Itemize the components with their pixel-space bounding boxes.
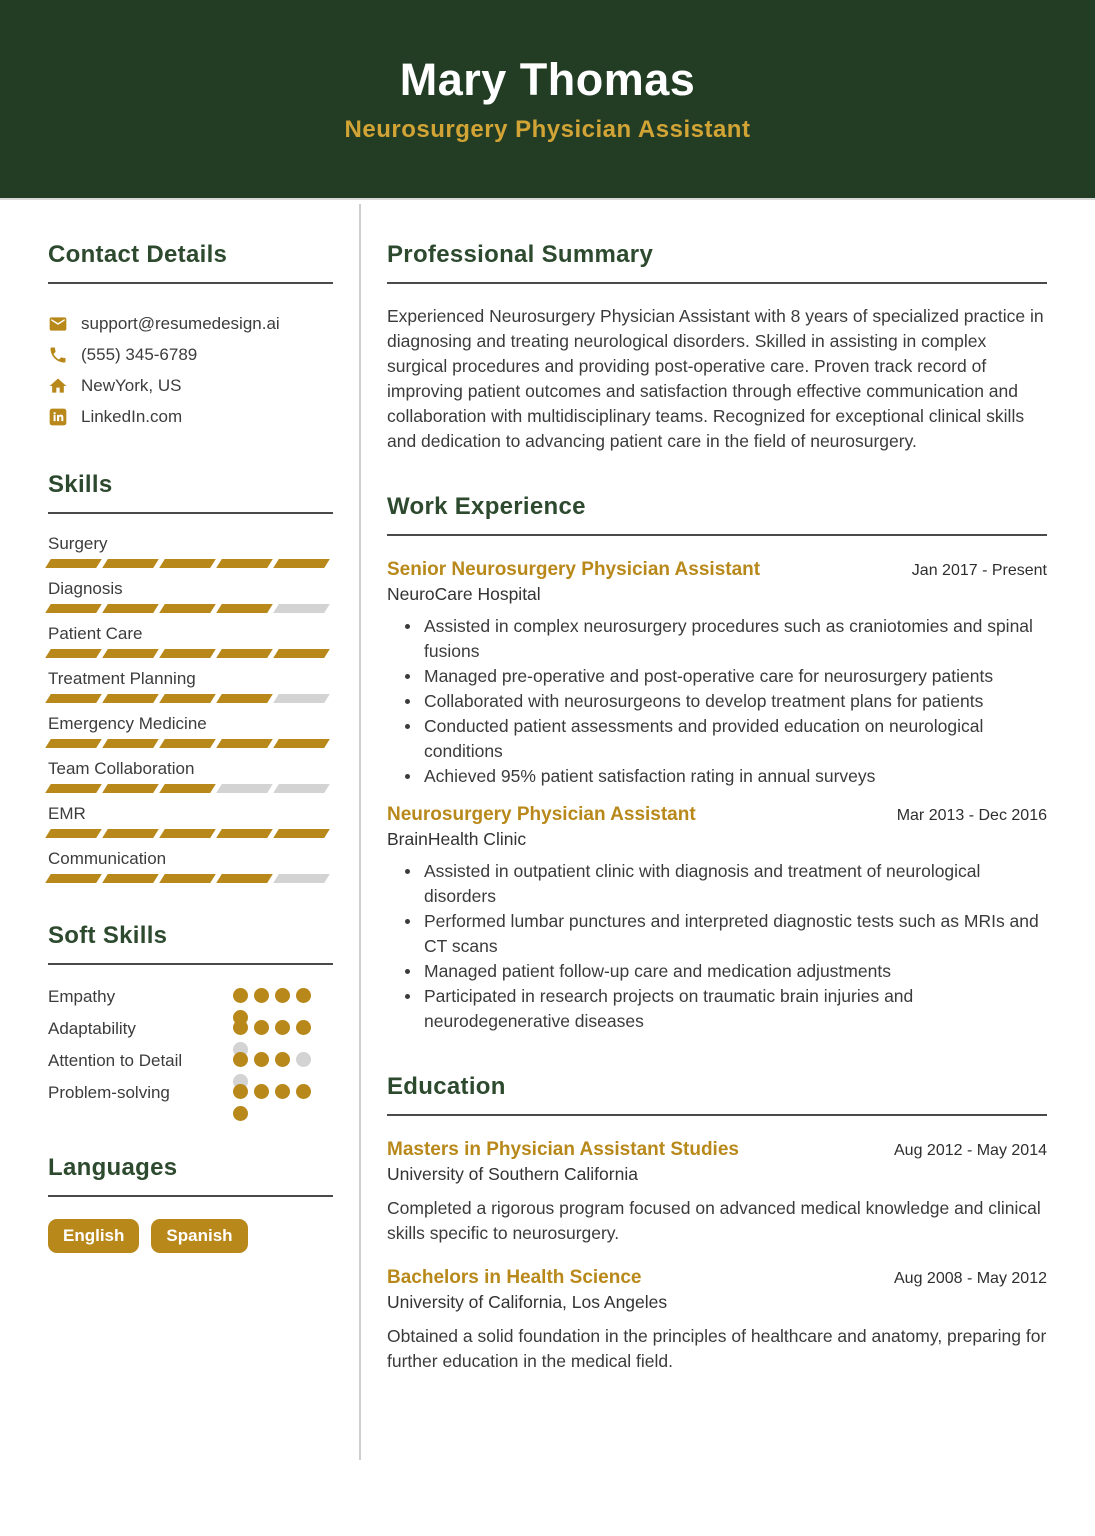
skill-item <box>48 624 333 658</box>
skill-label: Team Collaboration <box>48 759 195 778</box>
soft-skill-row <box>48 1083 333 1115</box>
degree-title: Masters in Physician Assistant Studies <box>387 1139 739 1160</box>
person-name: Mary Thomas <box>399 54 696 105</box>
skill-label: Diagnosis <box>48 579 123 598</box>
job-entry <box>387 558 1047 789</box>
skill-segment-filled <box>159 874 216 883</box>
experience-section <box>387 492 1047 1034</box>
languages-heading: Languages <box>48 1154 178 1181</box>
experience-heading: Work Experience <box>387 493 586 520</box>
contact-section <box>48 240 333 432</box>
soft-skill-label: Empathy <box>48 987 116 1006</box>
job-entry <box>387 803 1047 1034</box>
skill-segment-filled <box>159 784 216 793</box>
summary-heading: Professional Summary <box>387 241 654 268</box>
rating-dot-filled <box>233 988 248 1003</box>
skills-list <box>48 534 333 883</box>
section-divider <box>387 1114 1047 1116</box>
content-columns <box>0 200 1095 1460</box>
contact-item <box>48 308 333 339</box>
skill-segment-filled <box>216 694 273 703</box>
degree-dates: Aug 2008 - May 2012 <box>894 1270 1047 1287</box>
section-divider <box>48 282 333 284</box>
jobs-list <box>387 558 1047 1034</box>
contact-item <box>48 401 333 432</box>
linkedin-icon <box>48 407 68 427</box>
soft-skill-row <box>48 1051 333 1083</box>
degree-header-row <box>387 1266 1047 1289</box>
skill-level-bar <box>48 784 333 793</box>
summary-section <box>387 240 1047 454</box>
skill-segment-filled <box>102 874 159 883</box>
skill-label: Communication <box>48 849 167 868</box>
language-badge: Spanish <box>151 1219 247 1253</box>
education-section <box>387 1072 1047 1374</box>
soft-skill-label: Attention to Detail <box>48 1051 183 1070</box>
degree-dates: Aug 2012 - May 2014 <box>894 1142 1047 1159</box>
rating-dot-filled <box>275 988 290 1003</box>
skill-segment-filled <box>273 739 330 748</box>
skill-level-bar <box>48 829 333 838</box>
section-divider <box>48 1195 333 1197</box>
skill-label: Treatment Planning <box>48 669 196 688</box>
degree-description: Completed a rigorous program focused on advanced medical knowledge and clinical skills specific to neurosurgery. <box>387 1198 1041 1243</box>
skill-segment-filled <box>45 604 102 613</box>
contact-text: support@resumedesign.ai <box>81 313 280 333</box>
section-divider <box>48 512 333 514</box>
skill-segment-filled <box>45 649 102 658</box>
job-company: BrainHealth Clinic <box>387 829 527 849</box>
skill-item <box>48 714 333 748</box>
skill-segment-filled <box>273 649 330 658</box>
degree-title: Bachelors in Health Science <box>387 1267 642 1288</box>
skill-segment-filled <box>102 829 159 838</box>
skill-label: Patient Care <box>48 624 143 643</box>
skill-level-bar <box>48 649 333 658</box>
contact-text: NewYork, US <box>81 375 182 395</box>
skill-item <box>48 669 333 703</box>
skill-segment-filled <box>102 649 159 658</box>
email-icon <box>48 314 68 334</box>
left-sidebar <box>48 200 333 1460</box>
skill-segment-filled <box>216 829 273 838</box>
skill-segment-filled <box>216 874 273 883</box>
skill-segment-filled <box>102 694 159 703</box>
contact-list <box>48 308 333 432</box>
soft-skill-dots <box>233 1084 311 1121</box>
rating-dot-filled <box>296 1084 311 1099</box>
contact-heading: Contact Details <box>48 241 228 268</box>
job-bullet: Participated in research projects on traumatic brain injuries and neurodegenerative diseases <box>387 984 1047 1034</box>
rating-dot-filled <box>275 1052 290 1067</box>
languages-list <box>48 1219 333 1253</box>
languages-section <box>48 1153 333 1253</box>
skill-segment-filled <box>45 739 102 748</box>
job-bullet: Performed lumbar punctures and interpreted diagnostic tests such as MRIs and CT scans <box>387 909 1047 959</box>
contact-item <box>48 370 333 401</box>
degrees-list <box>387 1138 1047 1374</box>
degree-header-row <box>387 1138 1047 1161</box>
skill-segment-filled <box>216 559 273 568</box>
skill-segment-filled <box>216 649 273 658</box>
degree-school: University of Southern California <box>387 1164 638 1184</box>
job-bullet-list <box>387 614 1047 789</box>
skill-segment-filled <box>102 739 159 748</box>
rating-dot-filled <box>233 1106 248 1121</box>
rating-dot-filled <box>233 1084 248 1099</box>
skill-item <box>48 804 333 838</box>
skill-segment-filled <box>45 559 102 568</box>
section-divider <box>387 534 1047 536</box>
skill-segment-filled <box>45 784 102 793</box>
job-bullet: Achieved 95% patient satisfaction rating in annual surveys <box>387 764 1047 789</box>
skill-level-bar <box>48 739 333 748</box>
skill-segment-filled <box>159 739 216 748</box>
skill-segment-filled <box>102 559 159 568</box>
language-badge: English <box>48 1219 139 1253</box>
skill-label: Emergency Medicine <box>48 714 207 733</box>
rating-dot-filled <box>254 988 269 1003</box>
rating-dot-filled <box>254 1020 269 1035</box>
skill-segment-empty <box>273 784 330 793</box>
skill-segment-empty <box>273 874 330 883</box>
rating-dot-empty <box>296 1052 311 1067</box>
job-bullet: Assisted in complex neurosurgery procedures such as craniotomies and spinal fusions <box>387 614 1047 664</box>
job-bullet: Collaborated with neurosurgeons to develop treatment plans for patients <box>387 689 1047 714</box>
skill-segment-filled <box>216 739 273 748</box>
skill-segment-filled <box>216 604 273 613</box>
soft-skill-label: Adaptability <box>48 1019 136 1038</box>
contact-item <box>48 339 333 370</box>
skill-level-bar <box>48 559 333 568</box>
job-bullet: Assisted in outpatient clinic with diagnosis and treatment of neurological disorders <box>387 859 1047 909</box>
skill-segment-empty <box>273 604 330 613</box>
degree-school: University of California, Los Angeles <box>387 1292 668 1312</box>
soft-skill-row <box>48 1019 333 1051</box>
soft-skill-label: Problem-solving <box>48 1083 170 1102</box>
skill-segment-filled <box>159 649 216 658</box>
job-bullet: Managed pre-operative and post-operative care for neurosurgery patients <box>387 664 1047 689</box>
job-title: Senior Neurosurgery Physician Assistant <box>387 559 761 580</box>
rating-dot-filled <box>296 1020 311 1035</box>
job-bullet-list <box>387 859 1047 1034</box>
summary-text: Experienced Neurosurgery Physician Assistant with 8 years of specialized practice in diagnosing and treating neurological disorders. Skilled in assisting in complex surgical procedures and providing post-operative care. Proven track record of improving patient outcomes and satisfaction through effective communication and collaboration with multidisciplinary teams. Recognized for exceptional clinical skills and dedication to advancing patient care in the field of neurosurgery. <box>387 306 1044 451</box>
contact-text: (555) 345-6789 <box>81 344 198 364</box>
main-column <box>387 200 1047 1460</box>
skill-segment-filled <box>45 874 102 883</box>
rating-dot-filled <box>296 988 311 1003</box>
job-dates: Jan 2017 - Present <box>911 562 1047 579</box>
degree-entry <box>387 1266 1047 1374</box>
skill-level-bar <box>48 694 333 703</box>
person-job-title: Neurosurgery Physician Assistant <box>344 116 751 143</box>
job-dates: Mar 2013 - Dec 2016 <box>896 807 1047 824</box>
skill-level-bar <box>48 604 333 613</box>
rating-dot-filled <box>233 1020 248 1035</box>
rating-dot-filled <box>275 1084 290 1099</box>
skill-segment-empty <box>216 784 273 793</box>
rating-dot-filled <box>254 1084 269 1099</box>
soft-skill-row <box>48 987 333 1019</box>
skill-segment-filled <box>159 559 216 568</box>
job-company: NeuroCare Hospital <box>387 584 541 604</box>
soft-skills-section <box>48 921 333 1115</box>
skill-segment-filled <box>45 694 102 703</box>
skill-segment-filled <box>159 694 216 703</box>
job-title: Neurosurgery Physician Assistant <box>387 804 696 825</box>
skill-segment-empty <box>273 694 330 703</box>
skill-segment-filled <box>273 559 330 568</box>
skills-heading: Skills <box>48 471 113 498</box>
skill-segment-filled <box>102 604 159 613</box>
phone-icon <box>48 345 68 365</box>
skill-level-bar <box>48 874 333 883</box>
soft-skills-heading: Soft Skills <box>48 922 168 949</box>
skill-segment-filled <box>273 829 330 838</box>
contact-text: LinkedIn.com <box>81 406 183 426</box>
skill-item <box>48 534 333 568</box>
skill-segment-filled <box>159 604 216 613</box>
skill-label: EMR <box>48 804 86 823</box>
rating-dot-filled <box>233 1052 248 1067</box>
rating-dot-filled <box>254 1052 269 1067</box>
job-bullet: Managed patient follow-up care and medication adjustments <box>387 959 1047 984</box>
skill-label: Surgery <box>48 534 108 553</box>
skill-item <box>48 759 333 793</box>
degree-entry <box>387 1138 1047 1246</box>
job-header-row <box>387 558 1047 581</box>
degree-description: Obtained a solid foundation in the principles of healthcare and anatomy, preparing for further education in the medical field. <box>387 1326 1047 1371</box>
education-heading: Education <box>387 1073 506 1100</box>
job-header-row <box>387 803 1047 826</box>
skill-item <box>48 579 333 613</box>
column-divider <box>359 204 361 1460</box>
soft-skills-list <box>48 987 333 1115</box>
section-divider <box>48 963 333 965</box>
resume-header <box>0 0 1095 200</box>
home-icon <box>48 376 68 396</box>
rating-dot-filled <box>275 1020 290 1035</box>
section-divider <box>387 282 1047 284</box>
skill-segment-filled <box>45 829 102 838</box>
job-bullet: Conducted patient assessments and provided education on neurological conditions <box>387 714 1047 764</box>
skill-segment-filled <box>102 784 159 793</box>
skill-item <box>48 849 333 883</box>
skills-section <box>48 470 333 883</box>
skill-segment-filled <box>159 829 216 838</box>
